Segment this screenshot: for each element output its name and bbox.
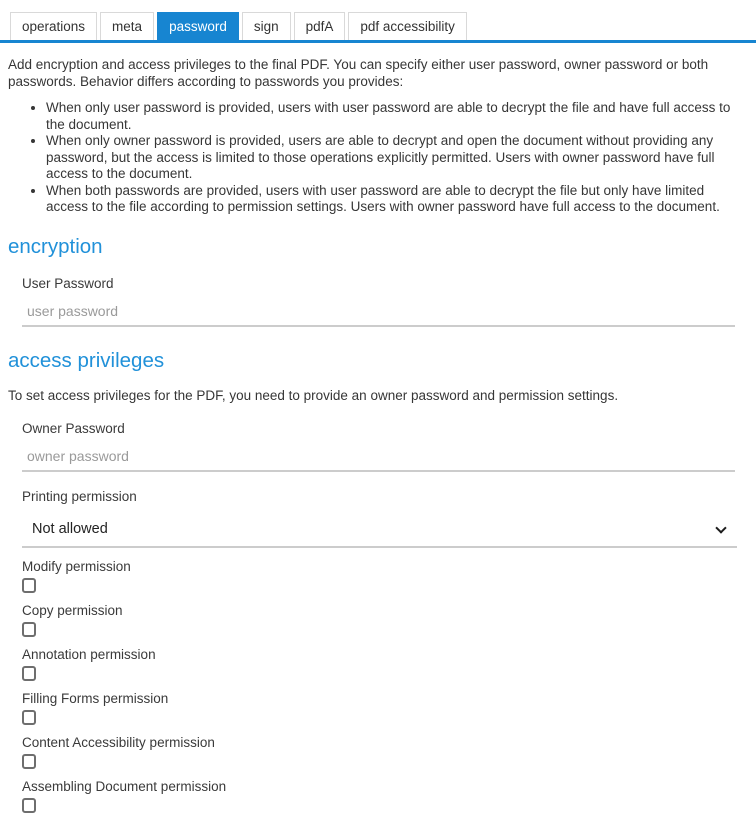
- intro-bullet: • When only owner password is provided, users are able to decrypt and open the document without providing any password, but the access is limited to those operations explicitly permitted. Users with owner password have full access to the document.: [46, 133, 748, 183]
- tab-password[interactable]: [157, 12, 239, 40]
- password-tab-panel: [0, 57, 756, 813]
- copy-permission-label: Copy permission: [22, 603, 123, 618]
- owner-password-input[interactable]: [22, 443, 735, 472]
- modify-permission-group: [22, 559, 748, 593]
- user-password-label: User Password: [22, 275, 114, 291]
- assembling-document-permission-group: [22, 779, 748, 813]
- filling-forms-permission-group: [22, 691, 748, 725]
- tab-pdfa[interactable]: [294, 12, 346, 40]
- assembling-document-permission-label: Assembling Document permission: [22, 779, 227, 794]
- content-accessibility-permission-group: [22, 735, 748, 769]
- tab-label: pdf accessibility: [360, 19, 455, 34]
- printing-permission-label: Printing permission: [22, 489, 137, 504]
- printing-permission-select-wrap: [22, 513, 737, 548]
- content-accessibility-permission-label: Content Accessibility permission: [22, 735, 215, 750]
- copy-permission-checkbox[interactable]: [22, 622, 36, 637]
- content-accessibility-permission-checkbox[interactable]: [22, 754, 36, 769]
- tab-label: operations: [22, 19, 86, 34]
- tab-label: password: [169, 19, 227, 34]
- copy-permission-group: [22, 603, 748, 637]
- tab-label: meta: [112, 19, 143, 34]
- printing-permission-select[interactable]: [22, 513, 737, 546]
- tab-sign[interactable]: [242, 12, 291, 40]
- intro-bullet-list: [8, 100, 748, 216]
- tab-label: pdfA: [305, 19, 334, 34]
- filling-forms-permission-label: Filling Forms permission: [22, 691, 169, 706]
- intro-bullet: • When both passwords are provided, users with user password are able to decrypt the file but only have limited access to the file according to permission settings. Users with owner password have full access to the document.: [46, 183, 748, 216]
- filling-forms-permission-checkbox[interactable]: [22, 710, 36, 725]
- tab-label: sign: [253, 19, 279, 34]
- modify-permission-checkbox[interactable]: [22, 578, 36, 593]
- annotation-permission-label: Annotation permission: [22, 647, 156, 662]
- annotation-permission-group: [22, 647, 748, 681]
- intro-bullet: • When only user password is provided, users with user password are able to decrypt the file and have full access to the document.: [46, 100, 748, 133]
- tab-pdf-accessibility[interactable]: [348, 12, 467, 40]
- assembling-document-permission-checkbox[interactable]: [22, 798, 36, 813]
- modify-permission-label: Modify permission: [22, 559, 131, 574]
- tab-operations[interactable]: [10, 12, 97, 40]
- access-privileges-description: To set access privileges for the PDF, you need to provide an owner password and permission settings.: [8, 387, 619, 403]
- intro-paragraph: Add encryption and access privileges to the final PDF. You can specify either user password, owner password or both passwords. Behavior differs according to passwords you provides:: [8, 57, 709, 89]
- tab-bar: [0, 0, 756, 43]
- section-title-encryption: encryption: [8, 234, 103, 258]
- annotation-permission-checkbox[interactable]: [22, 666, 36, 681]
- owner-password-label: Owner Password: [22, 421, 125, 436]
- tab-meta[interactable]: [100, 12, 154, 40]
- user-password-input[interactable]: [22, 298, 735, 327]
- section-title-access-privileges: access privileges: [8, 348, 165, 372]
